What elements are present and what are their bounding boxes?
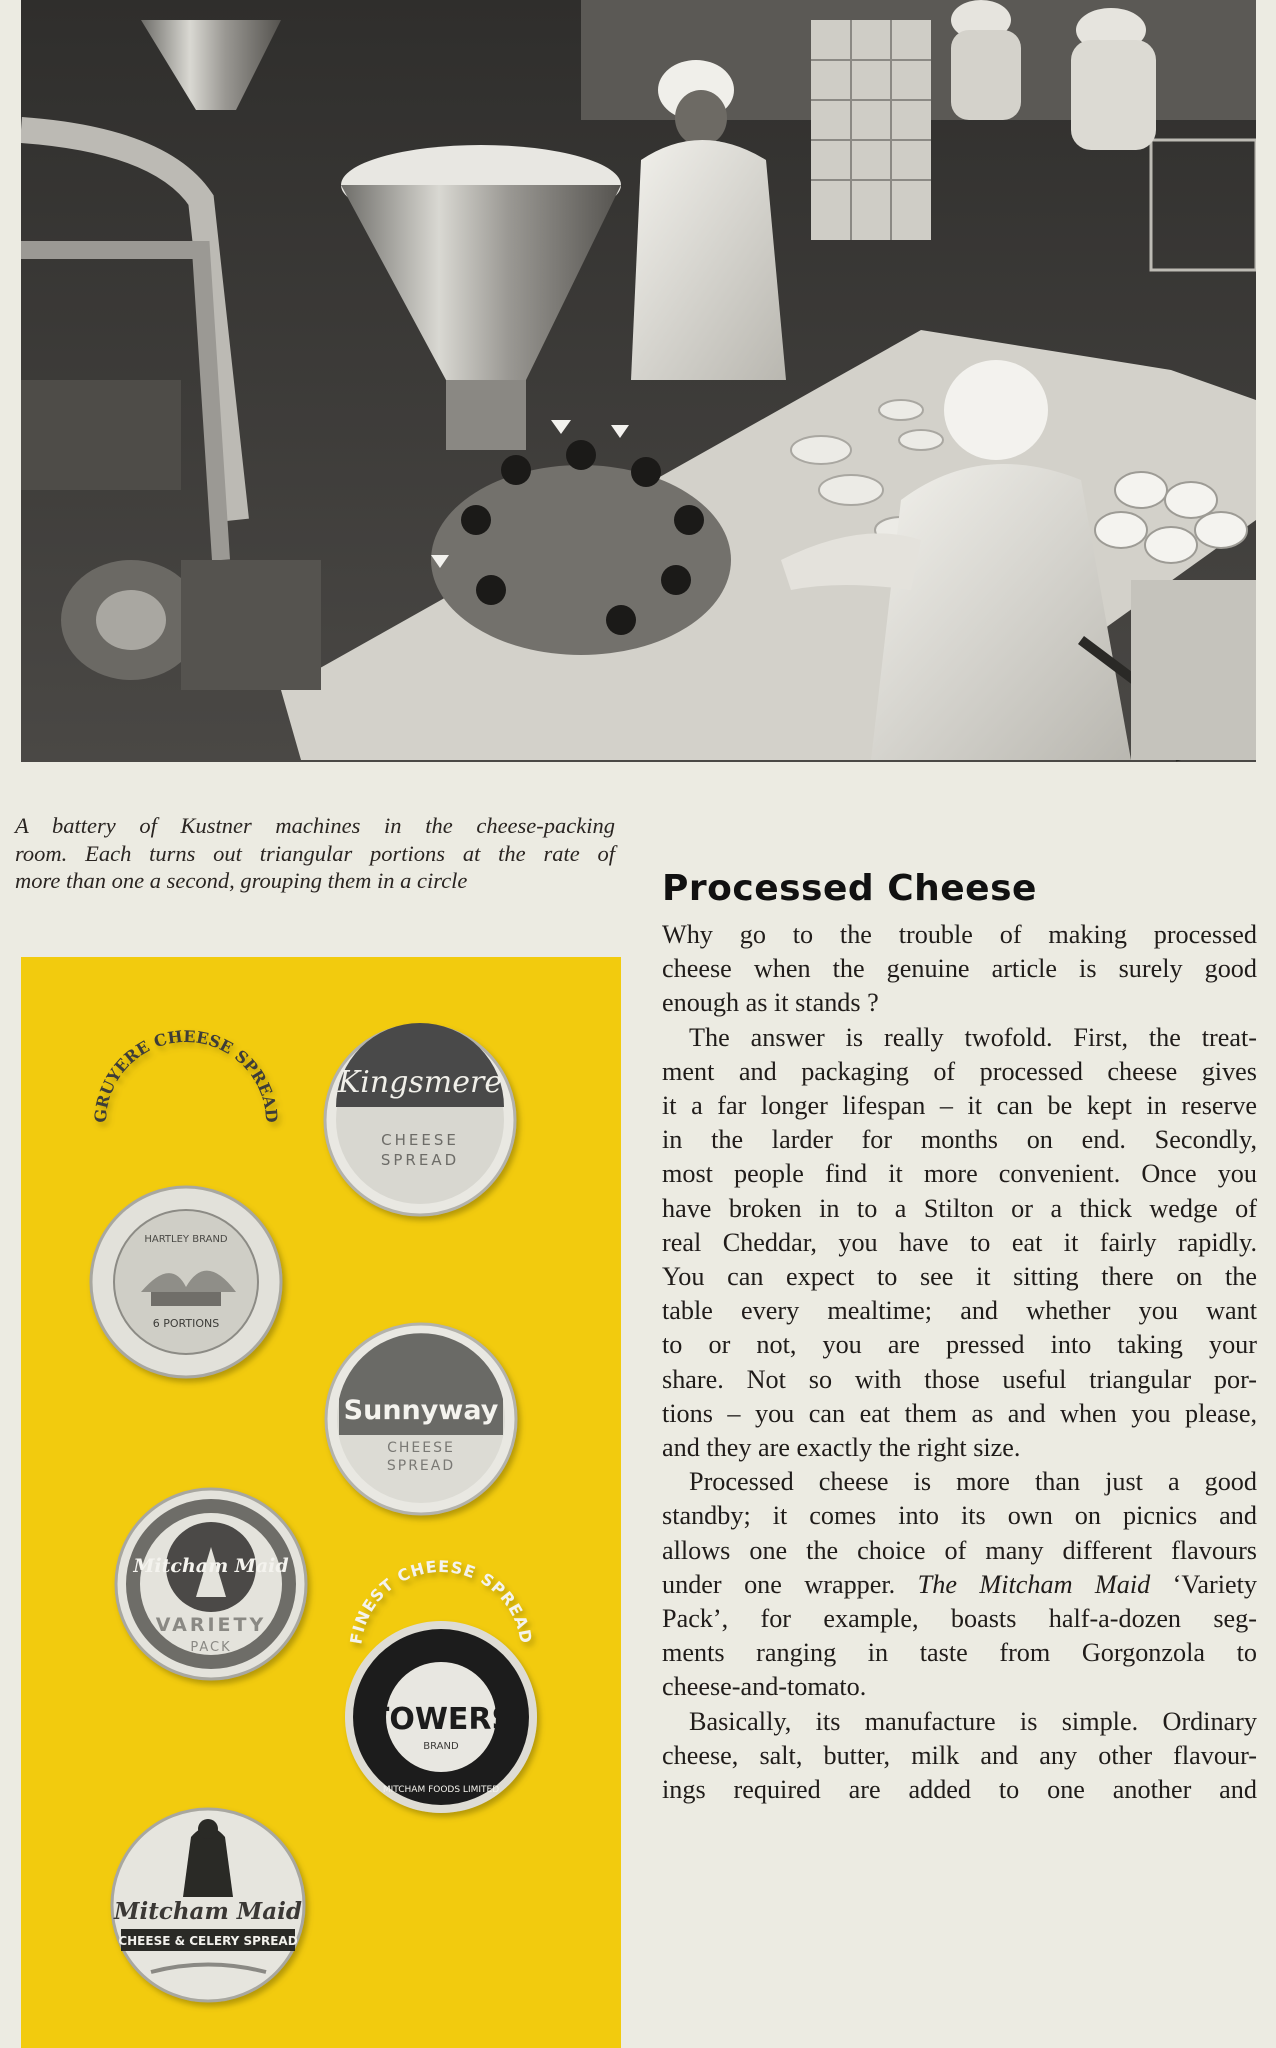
article-line: Why go to the trouble of making processed [662,920,1257,949]
towers-ring: FINEST CHEESE SPREAD [346,1556,536,1646]
article-line: standby; it comes into its own on picnics and [662,1501,1257,1531]
gruyere-maker: HARTLEY BRAND [144,1234,228,1245]
article-line: You can expect to see it sitting there on the [662,1262,1257,1292]
article-paragraph [662,1705,1257,1808]
article-line: most people find it more convenient. Once you [662,1159,1257,1189]
article-line: to or not, you are pressed into taking your [662,1330,1257,1360]
article-line: ments ranging in taste from Gorgonzola to [662,1638,1257,1668]
sunnyway-product-2: SPREAD [386,1458,456,1474]
article-line: ment and packaging of processed cheese gives [662,1056,1257,1086]
article-line: it a far longer lifespan – it can be kept in reserve [662,1091,1257,1121]
article-line: tions – you can eat them as and when you please, [662,1398,1257,1428]
cheese-packs-panel [21,957,621,2048]
caption-line: room. Each turns out triangular portions at the rate of [15,840,615,866]
article-line: allows one the choice of many different flavours [662,1535,1257,1565]
sunnyway-product-1: CHEESE [387,1440,455,1456]
article-line: Basically, its manufacture is simple. Ordinary [689,1706,1257,1736]
article-line: The answer is really twofold. First, the treat- [689,1022,1257,1052]
gruyere-ring: GRUYERE CHEESE SPREAD [90,1026,282,1124]
article-paragraph [662,1021,1257,1466]
celery-brand: Mitcham Maid [114,1898,302,1925]
article-title: Processed Cheese [662,868,1037,909]
variety-product-2: PACK [190,1640,232,1655]
kingsmere-product-2: SPREAD [380,1151,460,1169]
article-line: cheese-and-tomato. [662,1672,867,1702]
article-line: real Cheddar, you have to eat it fairly rapidly. [662,1227,1257,1257]
article-line: share. Not so with those useful triangular por- [662,1364,1257,1394]
article-line: Pack’, for example, boasts half-a-dozen seg- [662,1604,1257,1634]
article-line: table every mealtime; and whether you want [662,1296,1257,1326]
article-paragraph [662,918,1257,1021]
gruyere-portions: 6 PORTIONS [152,1317,220,1330]
article-line: ings required are added to one another and [662,1775,1257,1805]
caption-line: more than one a second, grouping them in a circle [15,868,468,893]
towers-maker: MITCHAM FOODS LIMITED [382,1785,500,1795]
sunnyway-pack [326,1324,516,1514]
gruyere-pack [91,1027,282,1377]
kingsmere-pack [325,1023,515,1215]
towers-pack [345,1557,537,1813]
towers-brand: TOWERS [368,1702,514,1737]
variety-product-1: VARIETY [155,1614,267,1636]
celery-product: CHEESE & CELERY SPREAD [118,1934,298,1948]
article-line: enough as it stands ? [662,988,879,1018]
article-paragraph [662,1465,1257,1704]
article-line: under one wrapper. The Mitcham Maid ‘Variety [662,1569,1258,1599]
article-line: and they are exactly the right size. [662,1433,1021,1463]
article-line: cheese when the genuine article is surely good [662,954,1257,984]
cheese-packs-illustration [21,957,621,2048]
variety-brand: Mitcham Maid [133,1555,289,1577]
photo-caption [15,812,615,895]
article-line: have broken in to a Stilton or a thick wedge of [662,1193,1257,1223]
variety-pack [116,1489,306,1679]
factory-photo-icon [21,0,1256,762]
caption-line: A battery of Kustner machines in the cheese-packing [15,813,615,838]
article-line: in the larder for months on end. Secondly, [662,1125,1257,1155]
article-line: cheese, salt, butter, milk and any other flavour- [662,1740,1257,1770]
celery-pack [112,1809,304,2001]
towers-sub: BRAND [423,1741,459,1752]
sunnyway-brand: Sunnyway [343,1395,499,1426]
factory-photo [21,0,1256,762]
kingsmere-product-1: CHEESE [381,1131,459,1149]
article-body [662,918,1257,1807]
article-line: Processed cheese is more than just a good [689,1467,1257,1497]
kingsmere-brand: Kingsmere [337,1065,503,1100]
